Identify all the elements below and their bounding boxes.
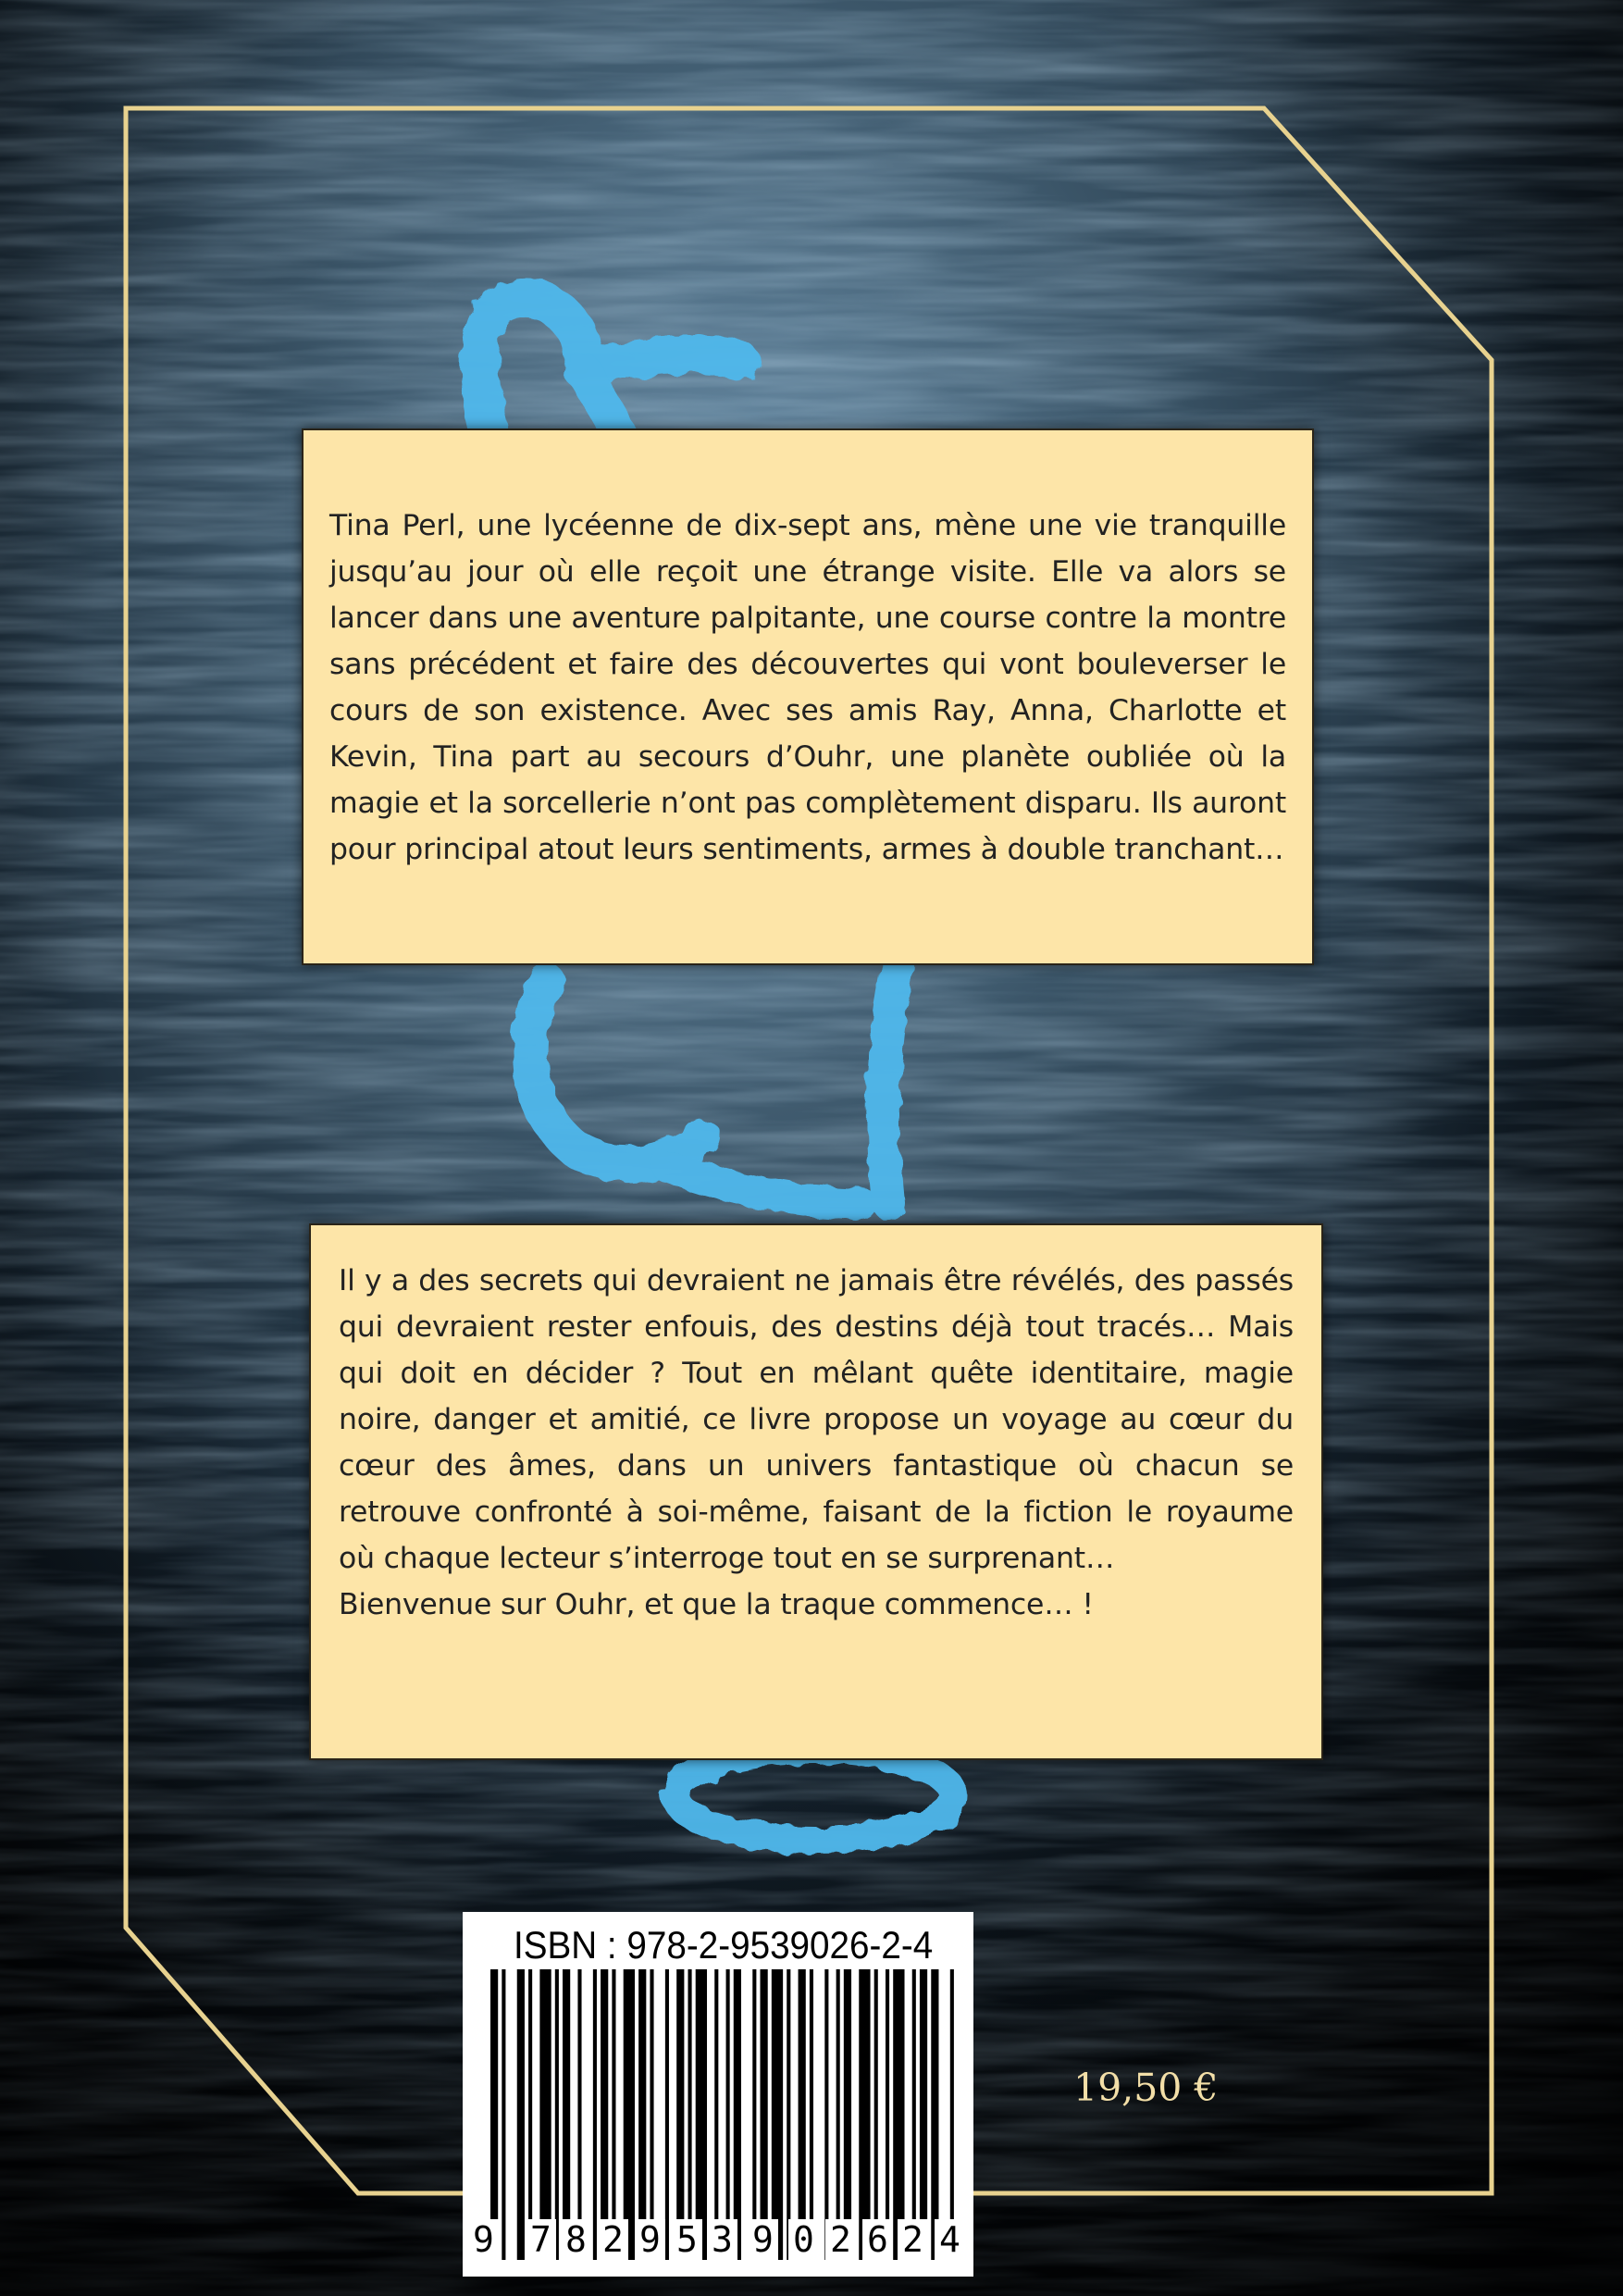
barcode-bar: [950, 1969, 954, 2260]
barcode-bar: [734, 1969, 741, 2260]
barcode-digit: 4: [935, 2219, 965, 2260]
barcode-bar: [593, 1969, 597, 2260]
teaser-text: Il y a des secrets qui devraient ne jamais être révélés, des passés qui devraient rester enfouis, des destins déjà tout tracés… Mais qui doit en décider ? Tout en mêlant quête identitaire, magie noire, danger et amitié, ce livre propose un voyage au cœur du cœur des âmes, dans un univers fantastique où chacun se retrouve confronté à soi-même, faisant de la fiction le royaume où chaque lecteur s’interroge tout en se surprenant…: [339, 1264, 1294, 1575]
isbn-number: ISBN : 978-2-9539026-2-4: [514, 1923, 934, 1967]
barcode-bar: [490, 1969, 498, 2260]
barcode-digit: 7: [526, 2219, 556, 2260]
synopsis-box: [302, 428, 1314, 965]
barcode-bar: [601, 1969, 608, 2260]
barcode-bar: [555, 1969, 559, 2260]
barcode-bar: [859, 1969, 870, 2260]
barcode-bar: [752, 1969, 756, 2260]
barcode-digit: 9: [635, 2219, 665, 2260]
barcode-bar: [920, 1969, 927, 2260]
barcode-bar: [810, 1969, 813, 2260]
barcode-bar: [624, 1969, 635, 2260]
barcode-bar: [517, 1969, 525, 2260]
barcode-bar: [836, 1969, 840, 2260]
barcode-bar: [714, 1969, 718, 2260]
barcode-bars: [490, 1969, 958, 2260]
barcode-digit: 0: [788, 2219, 819, 2260]
barcode-bar: [676, 1969, 684, 2260]
teaser-box: [309, 1223, 1323, 1760]
barcode-bar: [665, 1969, 669, 2260]
barcode-bar: [577, 1969, 581, 2260]
barcode-digit: 2: [825, 2219, 856, 2260]
barcode-bar: [761, 1969, 768, 2260]
barcode-bar: [650, 1969, 653, 2260]
barcode-bar: [893, 1969, 904, 2260]
barcode-digit: 8: [561, 2219, 591, 2260]
barcode-bar: [688, 1969, 691, 2260]
barcode-digit: 2: [598, 2219, 628, 2260]
price-label: 19,50 €: [1073, 2066, 1219, 2110]
barcode-bar: [799, 1969, 806, 2260]
barcode-bar: [502, 1969, 505, 2260]
barcode-bar: [874, 1969, 878, 2260]
barcode-bar: [886, 1969, 889, 2260]
barcode-digit: 9: [748, 2219, 778, 2260]
barcode-bar: [612, 1969, 615, 2260]
barcode-digit: 3: [707, 2219, 737, 2260]
barcode-bar: [539, 1969, 551, 2260]
isbn-barcode-label: [463, 1912, 973, 2277]
barcode-digit: 5: [672, 2219, 702, 2260]
barcode-digit: 9: [468, 2219, 499, 2260]
barcode-digit: 6: [862, 2219, 893, 2260]
barcode-bar: [638, 1969, 646, 2260]
barcode-bar: [563, 1969, 570, 2260]
barcode-bar: [912, 1969, 916, 2260]
barcode-bar: [787, 1969, 790, 2260]
barcode-bar: [696, 1969, 707, 2260]
barcode-bar: [528, 1969, 532, 2260]
teaser-closing-line: Bienvenue sur Ouhr, et que la traque commence… !: [339, 1588, 1094, 1621]
barcode-bar: [772, 1969, 783, 2260]
barcode-bar: [931, 1969, 938, 2260]
barcode-bar: [726, 1969, 730, 2260]
barcode-bar: [824, 1969, 828, 2260]
barcode-bar: [844, 1969, 851, 2260]
synopsis-text: Tina Perl, une lycéenne de dix-sept ans, mène une vie tranquille jusqu’au jour où elle reçoit une étrange visite. Elle va alors se lancer dans une aventure palpitante, une course contre la montre sans précédent et faire des découvertes qui vont bouleverser le cours de son existence. Avec ses amis Ray, Anna, Charlotte et Kevin, Tina part au secours d’Ouhr, une planète oubliée où la magie et la sorcellerie n’ont pas complètement disparu. Ils auront pour principal atout leurs sentiments, armes à double tranchant…: [329, 509, 1286, 866]
barcode-digit: 2: [898, 2219, 928, 2260]
